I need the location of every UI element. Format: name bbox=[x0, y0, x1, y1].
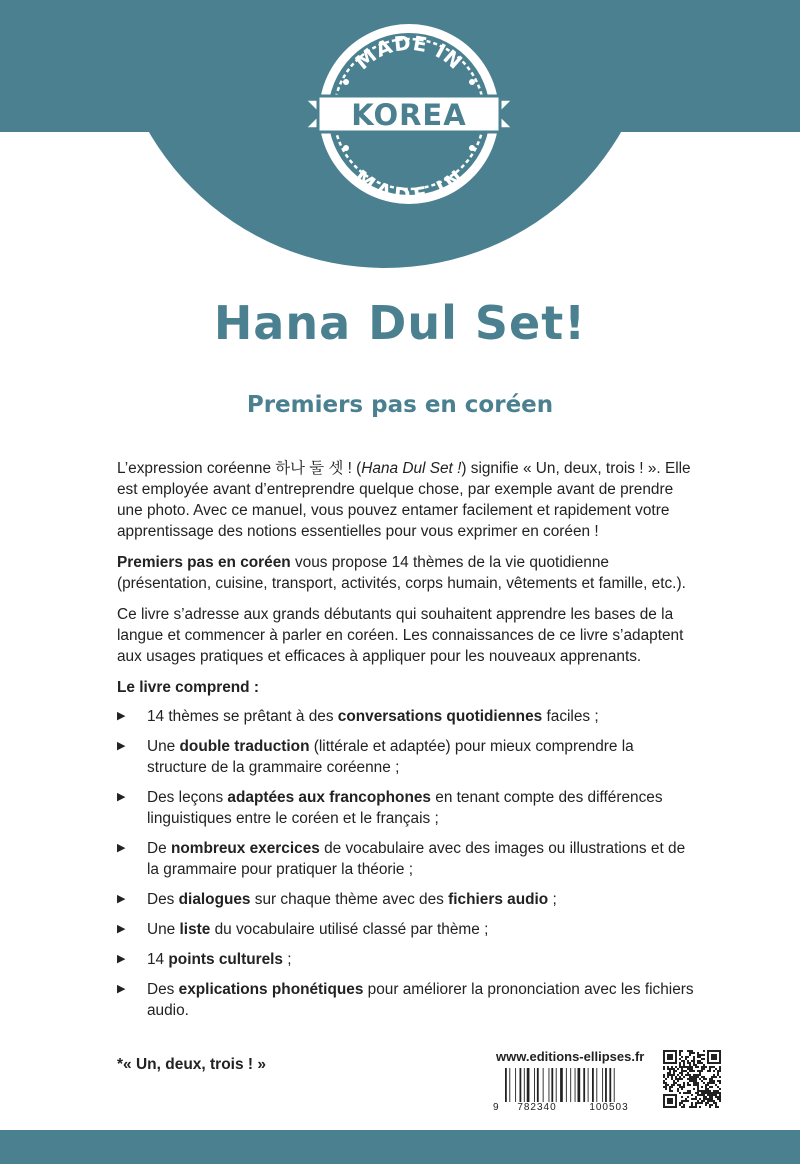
feature-text: de vocabulaire avec des images ou illustrations et de la grammaire pour pratiquer la théorie ; bbox=[147, 840, 686, 878]
book-subtitle: Premiers pas en coréen bbox=[246, 392, 554, 418]
feature-item bbox=[117, 736, 695, 778]
themes-bold: Premiers pas en coréen bbox=[117, 554, 291, 571]
footnote: *« Un, deux, trois ! » bbox=[117, 1056, 267, 1073]
feature-highlight: conversations quotidiennes bbox=[337, 708, 543, 725]
bullet-triangle-icon: ▶ bbox=[117, 710, 126, 722]
feature-highlight: adaptées aux francophones bbox=[227, 789, 431, 806]
feature-text: Des leçons bbox=[147, 789, 228, 806]
back-cover-text bbox=[117, 458, 695, 1030]
bullet-triangle-icon: ▶ bbox=[117, 923, 126, 935]
feature-text: ; bbox=[283, 951, 292, 968]
isbn-barcode bbox=[491, 1068, 651, 1112]
feature-text: ; bbox=[548, 891, 557, 908]
feature-highlight: fichiers audio bbox=[448, 891, 549, 908]
seal-bottom-text: MADE IN bbox=[349, 164, 469, 206]
feature-highlight: liste bbox=[179, 921, 211, 938]
feature-highlight: nombreux exercices bbox=[170, 840, 320, 857]
feature-highlight: double traduction bbox=[179, 738, 310, 755]
feature-text: 14 bbox=[147, 951, 169, 968]
isbn-left-digits: 782340 bbox=[517, 1102, 557, 1112]
features-label: Le livre comprend : bbox=[117, 679, 259, 696]
seal-center-text: KOREA bbox=[351, 98, 467, 132]
bullet-triangle-icon: ▶ bbox=[117, 740, 126, 752]
feature-text: du vocabulaire utilisé classé par thème ; bbox=[210, 921, 489, 938]
isbn-right-digits: 100503 bbox=[589, 1102, 629, 1112]
feature-text: pour améliorer la prononciation avec les fichiers audio. bbox=[147, 981, 694, 1019]
intro-italic: Hana Dul Set ! bbox=[361, 460, 462, 477]
feature-text: 14 thèmes se prêtant à des bbox=[147, 708, 338, 725]
feature-item bbox=[117, 787, 695, 829]
isbn-lead-digit: 9 bbox=[493, 1102, 499, 1112]
feature-item bbox=[117, 949, 695, 970]
publisher-website[interactable]: www.editions-ellipses.fr bbox=[496, 1049, 645, 1064]
feature-highlight: points culturels bbox=[168, 951, 283, 968]
intro-text-a: L’expression coréenne 하나 둘 셋 ! ( bbox=[117, 460, 362, 477]
intro-paragraph bbox=[117, 458, 695, 542]
feature-text: Une bbox=[147, 921, 180, 938]
barcode-bars bbox=[505, 1068, 615, 1102]
feature-text: Des bbox=[147, 891, 179, 908]
feature-item bbox=[117, 706, 695, 727]
feature-highlight: dialogues bbox=[178, 891, 251, 908]
seal-top-text: MADE IN bbox=[350, 30, 468, 75]
bullet-triangle-icon: ▶ bbox=[117, 953, 126, 965]
feature-text: faciles ; bbox=[542, 708, 599, 725]
bullet-triangle-icon: ▶ bbox=[117, 791, 126, 803]
bullet-triangle-icon: ▶ bbox=[117, 893, 126, 905]
audience-paragraph: Ce livre s’adresse aux grands débutants qui souhaitent apprendre les bases de la langue et commencer à parler en coréen. Les connaissances de ce livre s’adaptent aux usages pratiques et efficaces à appliquer pour les nouveaux apprenants. bbox=[117, 606, 684, 665]
feature-text: De bbox=[147, 840, 171, 857]
feature-text: Des bbox=[147, 981, 179, 998]
feature-highlight: explications phonétiques bbox=[178, 981, 364, 998]
themes-paragraph bbox=[117, 552, 695, 594]
feature-text: sur chaque thème avec des bbox=[250, 891, 449, 908]
feature-item bbox=[117, 979, 695, 1021]
intro-text-b: ) signifie « Un, deux, trois ! ». Elle est employée avant d’entreprendre quelque chose, par exemple avant de prendre une photo. Avec ce manuel, vous pouvez entamer facilement et rapidement votre apprentissage des notions essentielles pour vous exprimer en coréen ! bbox=[117, 460, 691, 540]
bullet-triangle-icon: ▶ bbox=[117, 983, 126, 995]
feature-text: Une bbox=[147, 738, 180, 755]
book-title: Hana Dul Set! bbox=[213, 296, 587, 350]
features-list bbox=[117, 706, 695, 1021]
feature-item bbox=[117, 919, 695, 940]
qr-code[interactable] bbox=[663, 1050, 721, 1108]
themes-text: vous propose 14 thèmes de la vie quotidienne (présentation, cuisine, transport, activités, corps humain, vêtements et famille, etc.). bbox=[117, 554, 686, 592]
made-in-korea-seal bbox=[304, 22, 514, 206]
feature-item bbox=[117, 889, 695, 910]
feature-text: (littérale et adaptée) pour mieux comprendre la structure de la grammaire coréenne ; bbox=[147, 738, 634, 776]
bullet-triangle-icon: ▶ bbox=[117, 842, 126, 854]
footer-band bbox=[0, 1130, 800, 1164]
feature-text: en tenant compte des différences linguistiques entre le coréen et le français ; bbox=[147, 789, 663, 827]
feature-item bbox=[117, 838, 695, 880]
